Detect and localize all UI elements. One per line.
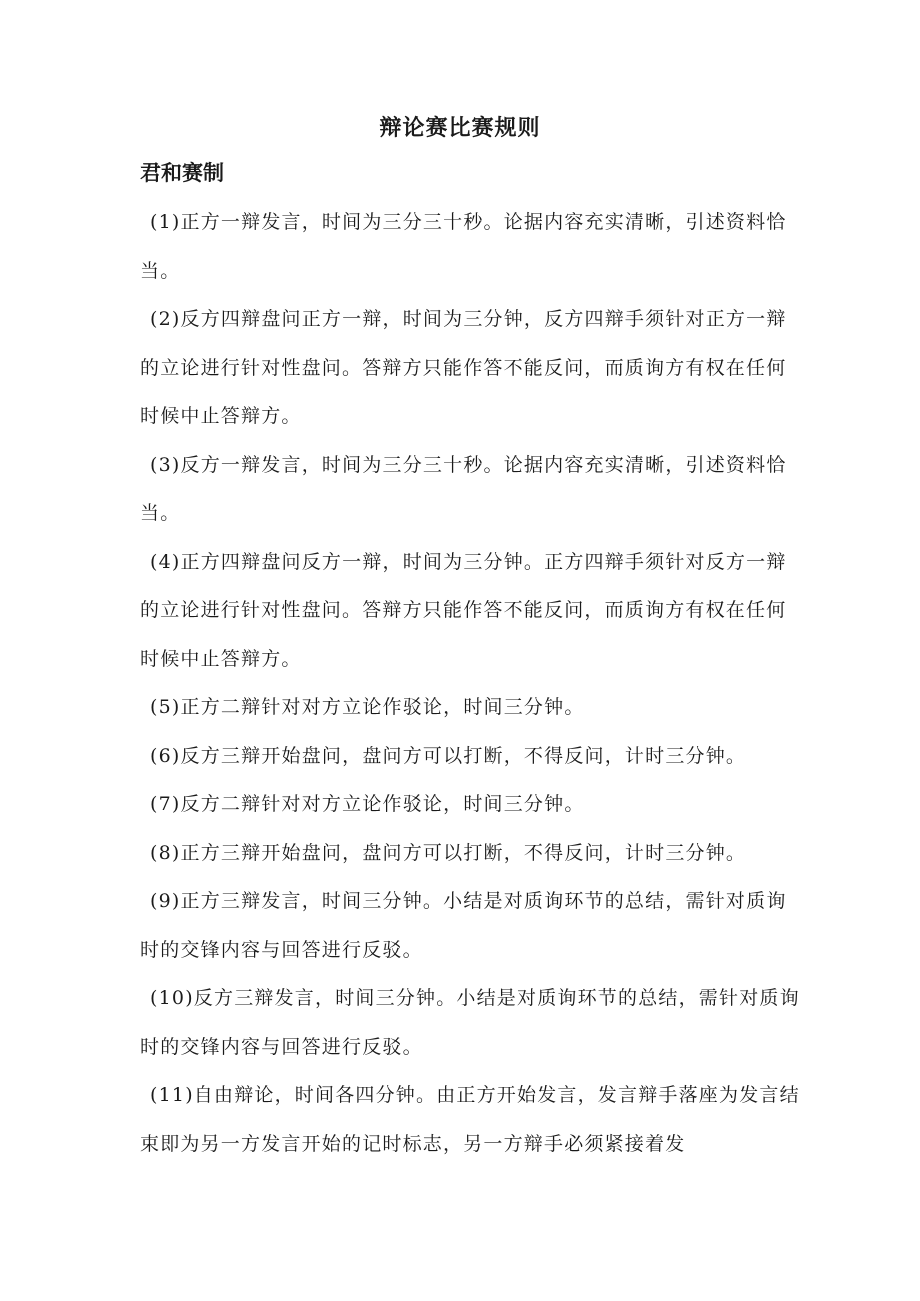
rule-item: (1)正方一辩发言，时间为三分三十秒。论据内容充实清晰，引述资料恰当。 <box>140 211 787 282</box>
rule-item: (11)自由辩论，时间各四分钟。由正方开始发言，发言辩手落座为发言结束即为另一方发言开始的记时标志，另一方辩手必须紧接着发 <box>140 1084 800 1155</box>
rule-item: (9)正方三辩发言，时间三分钟。小结是对质询环节的总结，需针对质询时的交锋内容与回答进行反驳。 <box>140 890 787 961</box>
rule-item: (3)反方一辩发言，时间为三分三十秒。论据内容充实清晰，引述资料恰当。 <box>140 453 787 524</box>
rules-list <box>140 198 802 1168</box>
rule-item: (5)正方二辩针对对方立论作驳论，时间三分钟。 <box>150 696 585 718</box>
document-title: 辩论赛比赛规则 <box>379 116 541 141</box>
rule-item: (10)反方三辩发言，时间三分钟。小结是对质询环节的总结，需针对质询时的交锋内容与回答进行反驳。 <box>140 987 800 1058</box>
rule-item: (6)反方三辩开始盘问，盘问方可以打断，不得反问，计时三分钟。 <box>150 744 747 767</box>
rule-item: (2)反方四辩盘问正方一辩，时间为三分钟，反方四辩手须针对正方一辩的立论进行针对性盘问。答辩方只能作答不能反问，而质询方有权在任何时候中止答辩方。 <box>140 308 787 427</box>
section-heading: 君和赛制 <box>140 161 224 185</box>
rule-item: (8)正方三辩开始盘问，盘问方可以打断，不得反问，计时三分钟。 <box>150 841 747 864</box>
rule-item: (7)反方二辩针对对方立论作驳论，时间三分钟。 <box>150 793 585 815</box>
rule-item: (4)正方四辩盘问反方一辩，时间为三分钟。正方四辩手须针对反方一辩的立论进行针对性盘问。答辩方只能作答不能反问，而质询方有权在任何时候中止答辩方。 <box>140 550 787 670</box>
